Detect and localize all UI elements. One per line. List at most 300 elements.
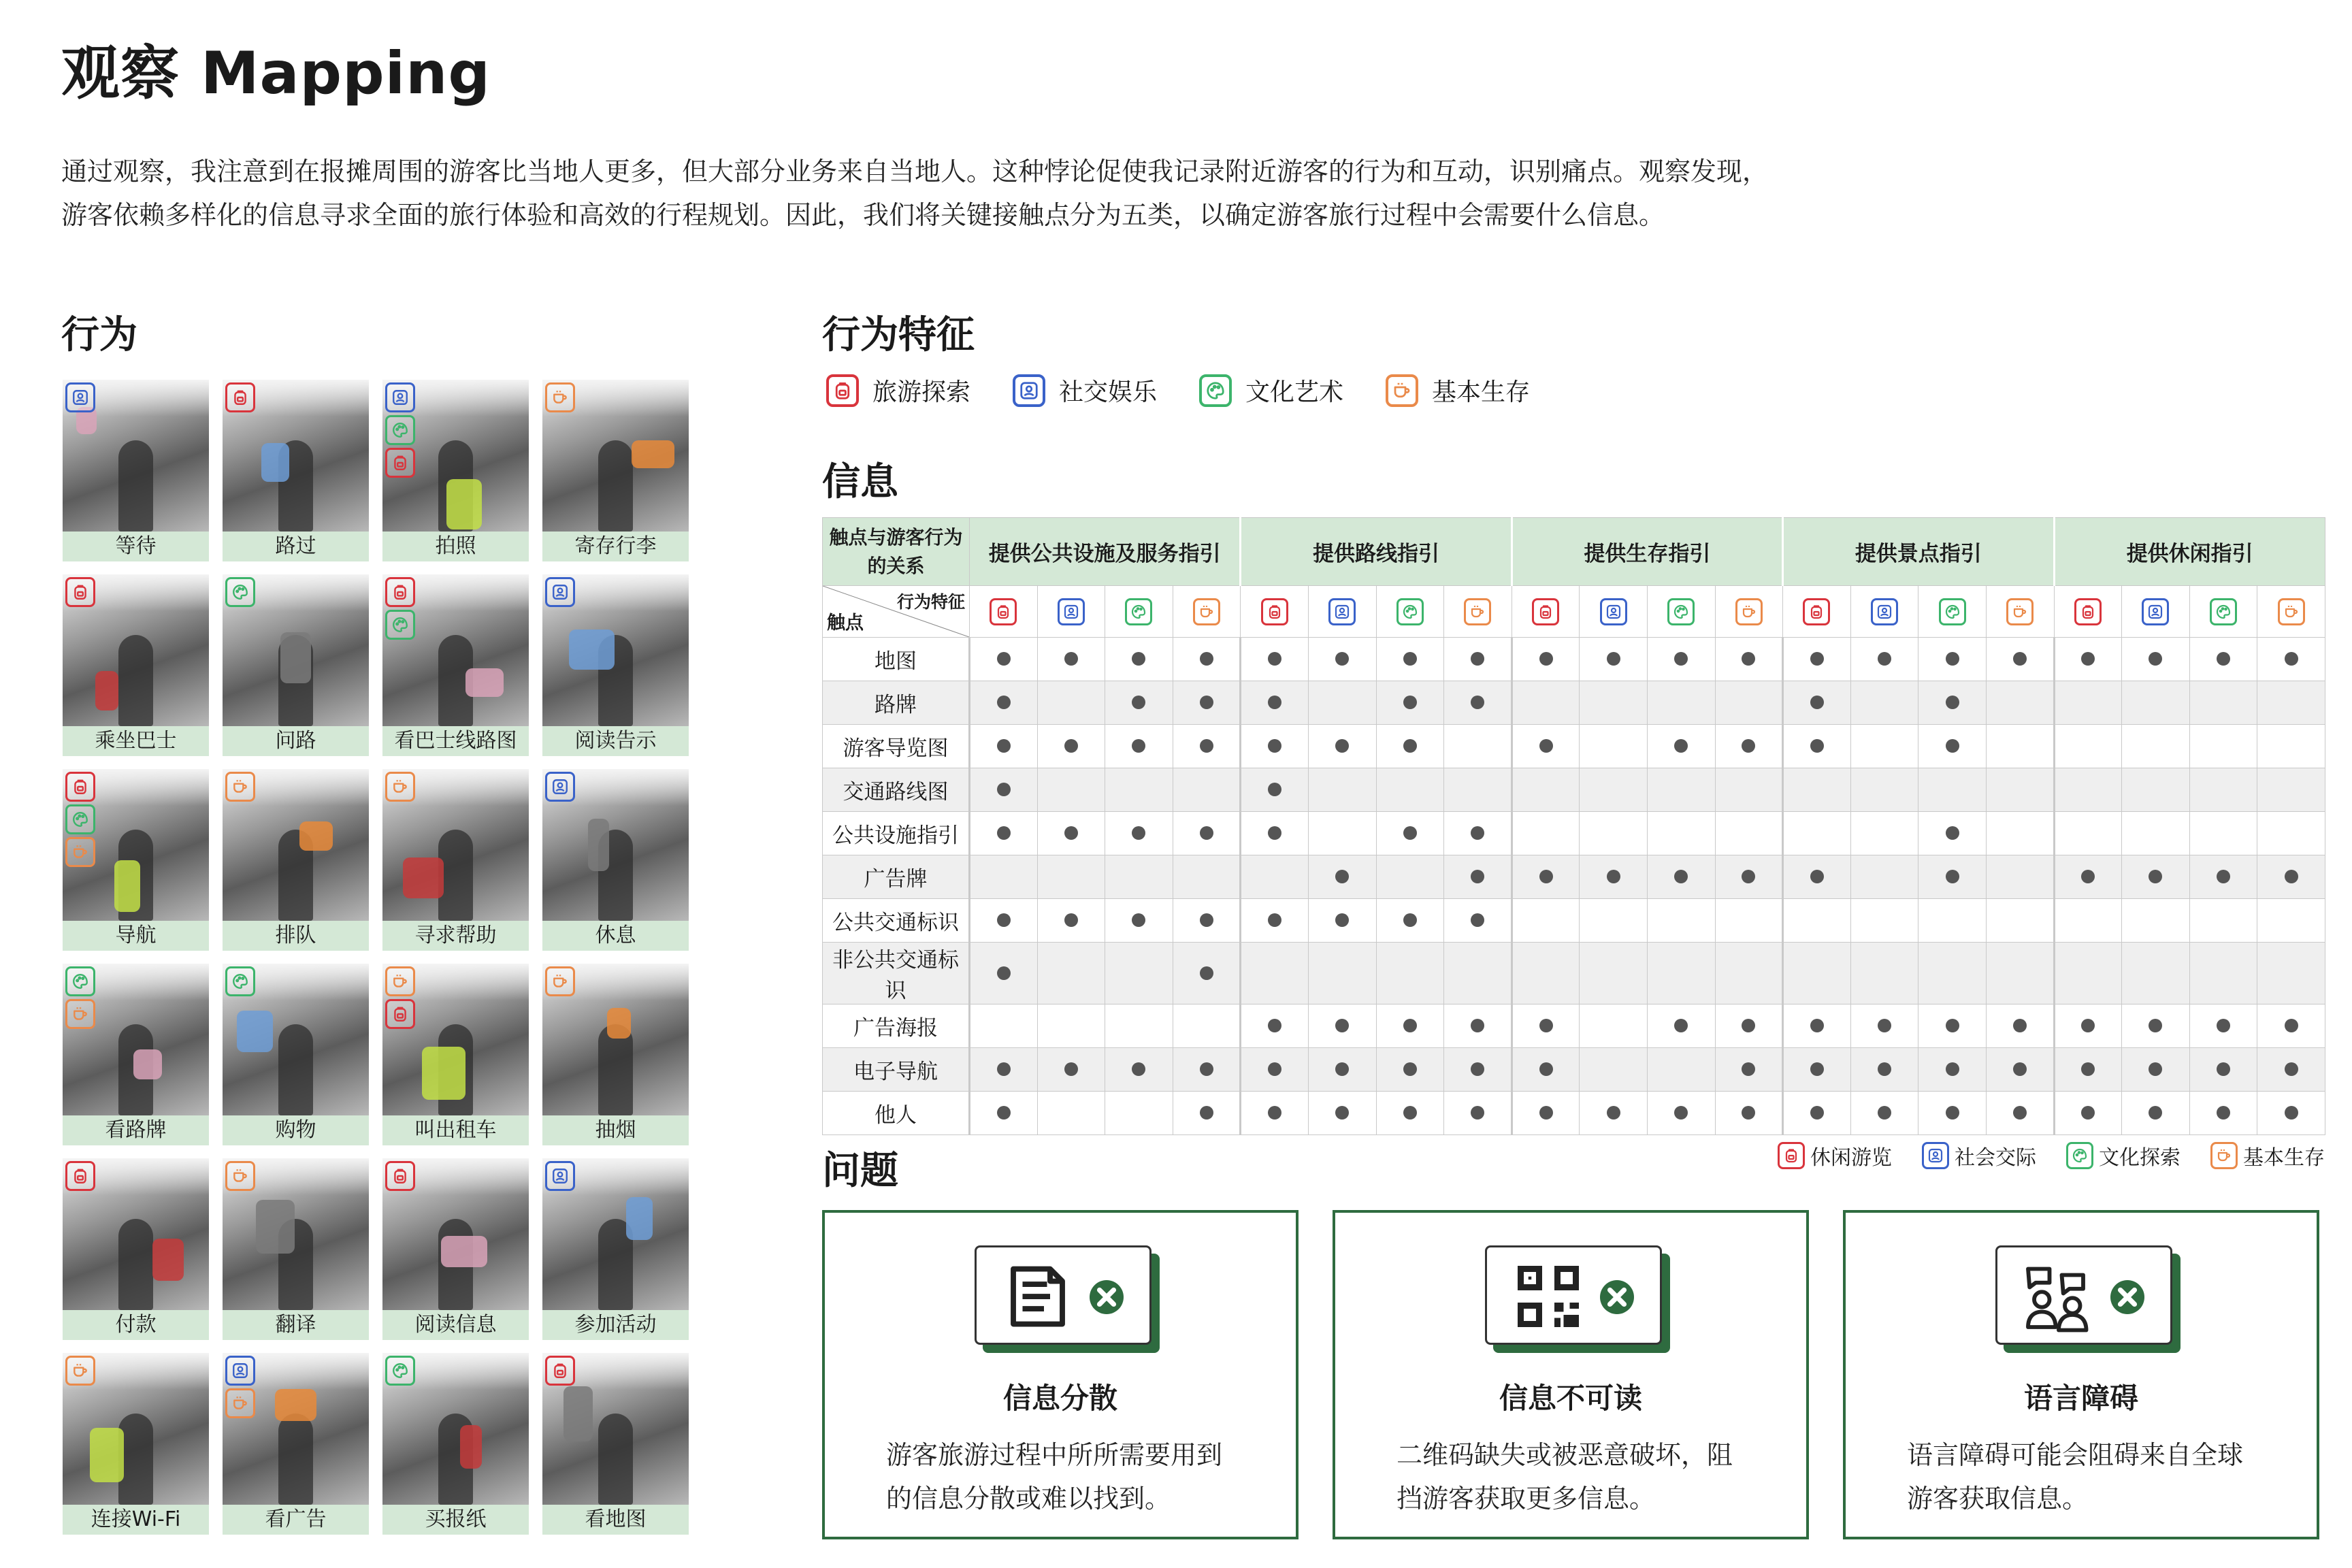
- mark-dot: [997, 696, 1011, 709]
- person-icon: [2142, 598, 2169, 625]
- mark-dot: [1674, 652, 1688, 666]
- table-cell: [2257, 768, 2325, 812]
- mark-dot: [1946, 1019, 1959, 1032]
- photo-accent: [237, 1011, 273, 1052]
- photo-accent: [256, 1200, 295, 1254]
- legend-label: 基本生存: [1432, 378, 1531, 406]
- backpack-icon: [545, 1356, 575, 1386]
- mark-dot: [1335, 739, 1349, 753]
- mark-dot: [2285, 870, 2298, 883]
- backpack-icon: [65, 1161, 95, 1191]
- table-cell: [970, 943, 1038, 1004]
- table-cell: [1376, 768, 1444, 812]
- table-cell: [2189, 768, 2257, 812]
- table-cell: [1037, 1048, 1105, 1092]
- table-cell: [1444, 1092, 1512, 1135]
- behavior-tags: [545, 382, 575, 412]
- table-cell: [1512, 725, 1580, 768]
- trait-icon-cell: [2189, 586, 2257, 638]
- person-icon: [1600, 598, 1627, 625]
- behavior-card: [382, 574, 529, 756]
- table-cell: [1173, 855, 1241, 899]
- backpack-icon: [2074, 598, 2102, 625]
- mark-dot: [1268, 739, 1281, 753]
- table-cell: [1241, 1048, 1309, 1092]
- table-cell: [1308, 943, 1376, 1004]
- behavior-label: 看巴士线路图: [382, 726, 529, 756]
- behavior-card: [382, 769, 529, 951]
- table-cell: [1512, 855, 1580, 899]
- photo-accent: [588, 819, 609, 871]
- trait-icon-cell: [1376, 586, 1444, 638]
- mark-dot: [1132, 1062, 1145, 1076]
- table-cell: [1647, 1092, 1715, 1135]
- backpack-icon: [385, 1161, 415, 1191]
- table-cell: [1647, 899, 1715, 943]
- photo-accent: [403, 858, 444, 898]
- photo-accent: [90, 1428, 124, 1482]
- table-cell: [1512, 768, 1580, 812]
- table-cell: [1580, 899, 1648, 943]
- table-cell: [1105, 1092, 1173, 1135]
- behavior-tags: [545, 966, 575, 996]
- mark-dot: [1471, 913, 1484, 927]
- photo-accent: [441, 1236, 487, 1267]
- table-cell: [1850, 1092, 1918, 1135]
- table-cell: [970, 1092, 1038, 1135]
- table-cell: [970, 899, 1038, 943]
- mark-dot: [1335, 913, 1349, 927]
- table-cell: [2257, 725, 2325, 768]
- mark-dot: [1607, 870, 1620, 883]
- photo-accent: [626, 1197, 653, 1240]
- cup-icon: [65, 1356, 95, 1386]
- table-cell: [2189, 1092, 2257, 1135]
- touchpoint-label: 广告海报: [823, 1004, 970, 1048]
- behavior-tags: [65, 772, 95, 867]
- behavior-card: [542, 769, 689, 951]
- table-cell: [1986, 681, 2054, 725]
- table-row: [823, 899, 2325, 943]
- table-cell: [1715, 681, 1783, 725]
- palette-icon: [385, 1356, 415, 1386]
- table-cell: [2054, 899, 2122, 943]
- group-header: 提供生存指引: [1512, 518, 1782, 586]
- mark-dot: [2285, 1106, 2298, 1120]
- table-cell: [1850, 899, 1918, 943]
- table-cell: [1105, 638, 1173, 681]
- trait-legend: [826, 373, 1530, 408]
- table-cell: [1512, 1048, 1580, 1092]
- table-row: [823, 681, 2325, 725]
- table-cell: [2189, 812, 2257, 855]
- legend-item: [1386, 373, 1530, 408]
- table-cell: [1037, 943, 1105, 1004]
- table-cell: [1308, 899, 1376, 943]
- behavior-card: [542, 1353, 689, 1535]
- behavior-card: [382, 1158, 529, 1340]
- behavior-label: 看广告: [223, 1505, 369, 1535]
- mark-dot: [2081, 870, 2095, 883]
- table-cell: [2054, 725, 2122, 768]
- legend-item: [1013, 373, 1157, 408]
- behavior-card: [63, 574, 209, 756]
- diag-bottom-label: 触点: [827, 612, 864, 634]
- mark-dot: [1810, 696, 1824, 709]
- mark-dot: [1268, 783, 1281, 796]
- mark-dot: [1200, 652, 1213, 666]
- table-cell: [1308, 768, 1376, 812]
- backpack-icon: [385, 448, 415, 478]
- table-cell: [1918, 638, 1987, 681]
- mark-dot: [1132, 826, 1145, 840]
- table-cell: [1918, 768, 1987, 812]
- table-row: [823, 1048, 2325, 1092]
- table-cell: [2189, 1048, 2257, 1092]
- table-cell: [1783, 855, 1851, 899]
- mark-dot: [1742, 1019, 1755, 1032]
- problem-legend: [1778, 1141, 2325, 1171]
- table-row: [823, 638, 2325, 681]
- mark-dot: [1200, 913, 1213, 927]
- table-cell: [1850, 681, 1918, 725]
- behavior-label: 寄存行李: [542, 532, 689, 561]
- behavior-tags: [65, 382, 95, 412]
- mark-dot: [997, 826, 1011, 840]
- mark-dot: [1132, 696, 1145, 709]
- behavior-tags: [225, 1356, 255, 1418]
- mark-dot: [1878, 652, 1891, 666]
- table-cell: [1850, 855, 1918, 899]
- behavior-card: [63, 769, 209, 951]
- table-cell: [2054, 1092, 2122, 1135]
- mark-dot: [2285, 1062, 2298, 1076]
- person-icon: [1871, 598, 1898, 625]
- table-cell: [1580, 1048, 1648, 1092]
- trait-icon-cell: [1783, 586, 1851, 638]
- table-cell: [1173, 812, 1241, 855]
- table-cell: [1918, 1004, 1987, 1048]
- problem-illustration: [1485, 1245, 1662, 1345]
- behavior-tags: [65, 577, 95, 607]
- table-cell: [1850, 943, 1918, 1004]
- behavior-label: 寻求帮助: [382, 921, 529, 951]
- mark-dot: [1607, 652, 1620, 666]
- trait-icon-cell: [1308, 586, 1376, 638]
- photo-accent: [152, 1239, 184, 1281]
- backpack-icon: [1778, 1142, 1805, 1169]
- mark-dot: [1742, 1106, 1755, 1120]
- behavior-tags: [225, 1161, 255, 1191]
- table-cell: [1241, 1004, 1309, 1048]
- table-cell: [1444, 899, 1512, 943]
- table-corner-label: 触点与游客行为的关系: [823, 518, 970, 586]
- behavior-card: [542, 574, 689, 756]
- mark-dot: [2013, 652, 2027, 666]
- behavior-tags: [545, 1161, 575, 1191]
- table-cell: [1376, 725, 1444, 768]
- trait-icon-cell: [1647, 586, 1715, 638]
- table-cell: [1850, 1004, 1918, 1048]
- table-row: [823, 943, 2325, 1004]
- table-cell: [2189, 681, 2257, 725]
- table-cell: [1580, 681, 1648, 725]
- table-cell: [1308, 1092, 1376, 1135]
- table-cell: [1241, 943, 1309, 1004]
- cup-icon: [1193, 598, 1220, 625]
- legend-item: [826, 373, 970, 408]
- mark-dot: [2081, 652, 2095, 666]
- touchpoint-label: 路牌: [823, 681, 970, 725]
- backpack-icon: [1532, 598, 1559, 625]
- behavior-tags: [225, 966, 255, 996]
- table-cell: [1986, 638, 2054, 681]
- mark-dot: [2149, 870, 2162, 883]
- trait-icon-cell: [970, 586, 1038, 638]
- table-cell: [1105, 1048, 1173, 1092]
- mark-dot: [1403, 696, 1417, 709]
- document-icon: [1001, 1260, 1075, 1333]
- mark-dot: [1200, 696, 1213, 709]
- group-header: 提供景点指引: [1783, 518, 2054, 586]
- behavior-card: [223, 769, 369, 951]
- table-cell: [1783, 1092, 1851, 1135]
- behavior-tags: [545, 577, 575, 607]
- table-cell: [1173, 1092, 1241, 1135]
- table-cell: [2122, 855, 2190, 899]
- table-cell: [1105, 768, 1173, 812]
- mark-dot: [1200, 1062, 1213, 1076]
- behavior-tags: [385, 1356, 415, 1386]
- cup-icon: [2210, 1142, 2238, 1169]
- mark-dot: [1335, 1019, 1349, 1032]
- trait-icon-cell: [1512, 586, 1580, 638]
- mark-dot: [1810, 1106, 1824, 1120]
- table-cell: [1241, 681, 1309, 725]
- table-cell: [1173, 725, 1241, 768]
- mark-dot: [1539, 739, 1553, 753]
- table-cell: [1444, 943, 1512, 1004]
- table-cell: [1647, 638, 1715, 681]
- mark-dot: [1064, 652, 1078, 666]
- touchpoint-label: 交通路线图: [823, 768, 970, 812]
- table-cell: [2257, 1048, 2325, 1092]
- photo-accent: [564, 1386, 593, 1441]
- table-cell: [1580, 1092, 1648, 1135]
- info-heading: 信息: [822, 460, 898, 504]
- group-header: 提供公共设施及服务指引: [970, 518, 1241, 586]
- mark-dot: [1471, 826, 1484, 840]
- table-cell: [1783, 638, 1851, 681]
- behavior-tags: [385, 772, 415, 802]
- table-cell: [1105, 943, 1173, 1004]
- mark-dot: [1268, 1019, 1281, 1032]
- palette-icon: [1667, 598, 1695, 625]
- table-cell: [1918, 725, 1987, 768]
- mark-dot: [1132, 739, 1145, 753]
- table-cell: [1105, 812, 1173, 855]
- table-cell: [1715, 638, 1783, 681]
- photo-accent: [460, 1425, 482, 1469]
- table-cell: [1444, 855, 1512, 899]
- table-cell: [1647, 1048, 1715, 1092]
- mark-dot: [2013, 1062, 2027, 1076]
- problem-legend-label: 文化探索: [2099, 1146, 2180, 1170]
- cup-icon: [545, 966, 575, 996]
- table-cell: [1580, 812, 1648, 855]
- mark-dot: [1539, 1106, 1553, 1120]
- table-cell: [1376, 1092, 1444, 1135]
- mark-dot: [1471, 1106, 1484, 1120]
- cup-icon: [2278, 598, 2305, 625]
- behavior-card: [223, 964, 369, 1145]
- table-cell: [1850, 1048, 1918, 1092]
- x-icon: [1600, 1280, 1634, 1314]
- behavior-card: [223, 1158, 369, 1340]
- behavior-label: 阅读信息: [382, 1310, 529, 1340]
- mark-dot: [1607, 1106, 1620, 1120]
- table-cell: [2257, 899, 2325, 943]
- behavior-label: 阅读告示: [542, 726, 689, 756]
- mark-dot: [997, 913, 1011, 927]
- table-row: [823, 812, 2325, 855]
- table-cell: [1918, 812, 1987, 855]
- table-cell: [2189, 855, 2257, 899]
- photo-accent: [632, 440, 674, 468]
- palette-icon: [1396, 598, 1424, 625]
- trait-icon-cell: [1986, 586, 2054, 638]
- table-cell: [1444, 1004, 1512, 1048]
- table-cell: [1376, 1048, 1444, 1092]
- mark-dot: [1403, 739, 1417, 753]
- behavior-label: 购物: [223, 1115, 369, 1145]
- touchpoint-label: 电子导航: [823, 1048, 970, 1092]
- problem-title: 信息不可读: [1499, 1382, 1642, 1415]
- table-cell: [1850, 768, 1918, 812]
- table-cell: [1376, 899, 1444, 943]
- behavior-label: 连接Wi-Fi: [63, 1505, 209, 1535]
- mark-dot: [2217, 1019, 2230, 1032]
- table-cell: [2122, 1092, 2190, 1135]
- table-cell: [970, 638, 1038, 681]
- table-cell: [1715, 768, 1783, 812]
- group-header: 提供休闲指引: [2054, 518, 2325, 586]
- table-cell: [1444, 725, 1512, 768]
- trait-icon-cell: [1105, 586, 1173, 638]
- mark-dot: [1742, 652, 1755, 666]
- table-cell: [1986, 943, 2054, 1004]
- behavior-tags: [225, 382, 255, 412]
- person-icon: [1013, 374, 1045, 407]
- table-cell: [1308, 1048, 1376, 1092]
- table-cell: [1918, 943, 1987, 1004]
- behavior-tags: [385, 382, 415, 478]
- mark-dot: [2149, 1062, 2162, 1076]
- mark-dot: [1946, 1062, 1959, 1076]
- table-cell: [1512, 1004, 1580, 1048]
- palette-icon: [1125, 598, 1152, 625]
- mark-dot: [2081, 1106, 2095, 1120]
- problem-illustration: [975, 1245, 1152, 1345]
- mark-dot: [1335, 1062, 1349, 1076]
- trait-icon-cell: [1241, 586, 1309, 638]
- table-cell: [970, 1004, 1038, 1048]
- table-cell: [2122, 1004, 2190, 1048]
- table-cell: [1986, 899, 2054, 943]
- mark-dot: [2217, 870, 2230, 883]
- table-cell: [1647, 1004, 1715, 1048]
- mark-dot: [1064, 913, 1078, 927]
- mark-dot: [2149, 1019, 2162, 1032]
- table-cell: [1783, 899, 1851, 943]
- mark-dot: [2013, 1019, 2027, 1032]
- mark-dot: [1946, 696, 1959, 709]
- backpack-icon: [826, 374, 859, 407]
- behavior-card: [223, 380, 369, 561]
- problem-description: 二维码缺失或被恶意破坏，阻挡游客获取更多信息。: [1396, 1440, 1733, 1514]
- mark-dot: [1946, 826, 1959, 840]
- trait-icon-cell: [2122, 586, 2190, 638]
- touchpoint-label: 公共设施指引: [823, 812, 970, 855]
- table-cell: [1308, 638, 1376, 681]
- table-cell: [970, 768, 1038, 812]
- behavior-card: [223, 574, 369, 756]
- table-cell: [1173, 768, 1241, 812]
- palette-icon: [1939, 598, 1966, 625]
- table-cell: [2122, 943, 2190, 1004]
- table-cell: [1105, 899, 1173, 943]
- table-cell: [1783, 1004, 1851, 1048]
- mark-dot: [1946, 739, 1959, 753]
- behavior-label: 买报纸: [382, 1505, 529, 1535]
- behavior-card: [542, 964, 689, 1145]
- behavior-label: 乘坐巴士: [63, 726, 209, 756]
- person-icon: [1058, 598, 1085, 625]
- problem-legend-item: [1778, 1141, 1892, 1171]
- mark-dot: [2149, 1106, 2162, 1120]
- photo-accent: [422, 1047, 466, 1100]
- table-cell: [1580, 638, 1648, 681]
- trait-icon-cell: [2257, 586, 2325, 638]
- table-cell: [2122, 768, 2190, 812]
- mark-dot: [2217, 1062, 2230, 1076]
- problem-legend-label: 社会交际: [1955, 1146, 2036, 1170]
- palette-icon: [2066, 1142, 2093, 1169]
- table-cell: [1376, 943, 1444, 1004]
- backpack-icon: [1261, 598, 1288, 625]
- table-cell: [1512, 638, 1580, 681]
- photo-accent: [607, 1008, 631, 1039]
- mark-dot: [1335, 870, 1349, 883]
- mark-dot: [1471, 1062, 1484, 1076]
- table-cell: [2054, 855, 2122, 899]
- table-cell: [1444, 681, 1512, 725]
- touchpoint-label: 他人: [823, 1092, 970, 1135]
- problems-heading: 问题: [822, 1149, 898, 1193]
- table-cell: [2189, 899, 2257, 943]
- mark-dot: [1946, 1106, 1959, 1120]
- table-cell: [1918, 1092, 1987, 1135]
- table-cell: [1986, 1048, 2054, 1092]
- cup-icon: [545, 382, 575, 412]
- table-cell: [1647, 681, 1715, 725]
- trait-icon-cell: [1918, 586, 1987, 638]
- behavior-card: [542, 380, 689, 561]
- mark-dot: [1471, 870, 1484, 883]
- table-row: [823, 1004, 2325, 1048]
- mark-dot: [997, 739, 1011, 753]
- mark-dot: [2285, 1019, 2298, 1032]
